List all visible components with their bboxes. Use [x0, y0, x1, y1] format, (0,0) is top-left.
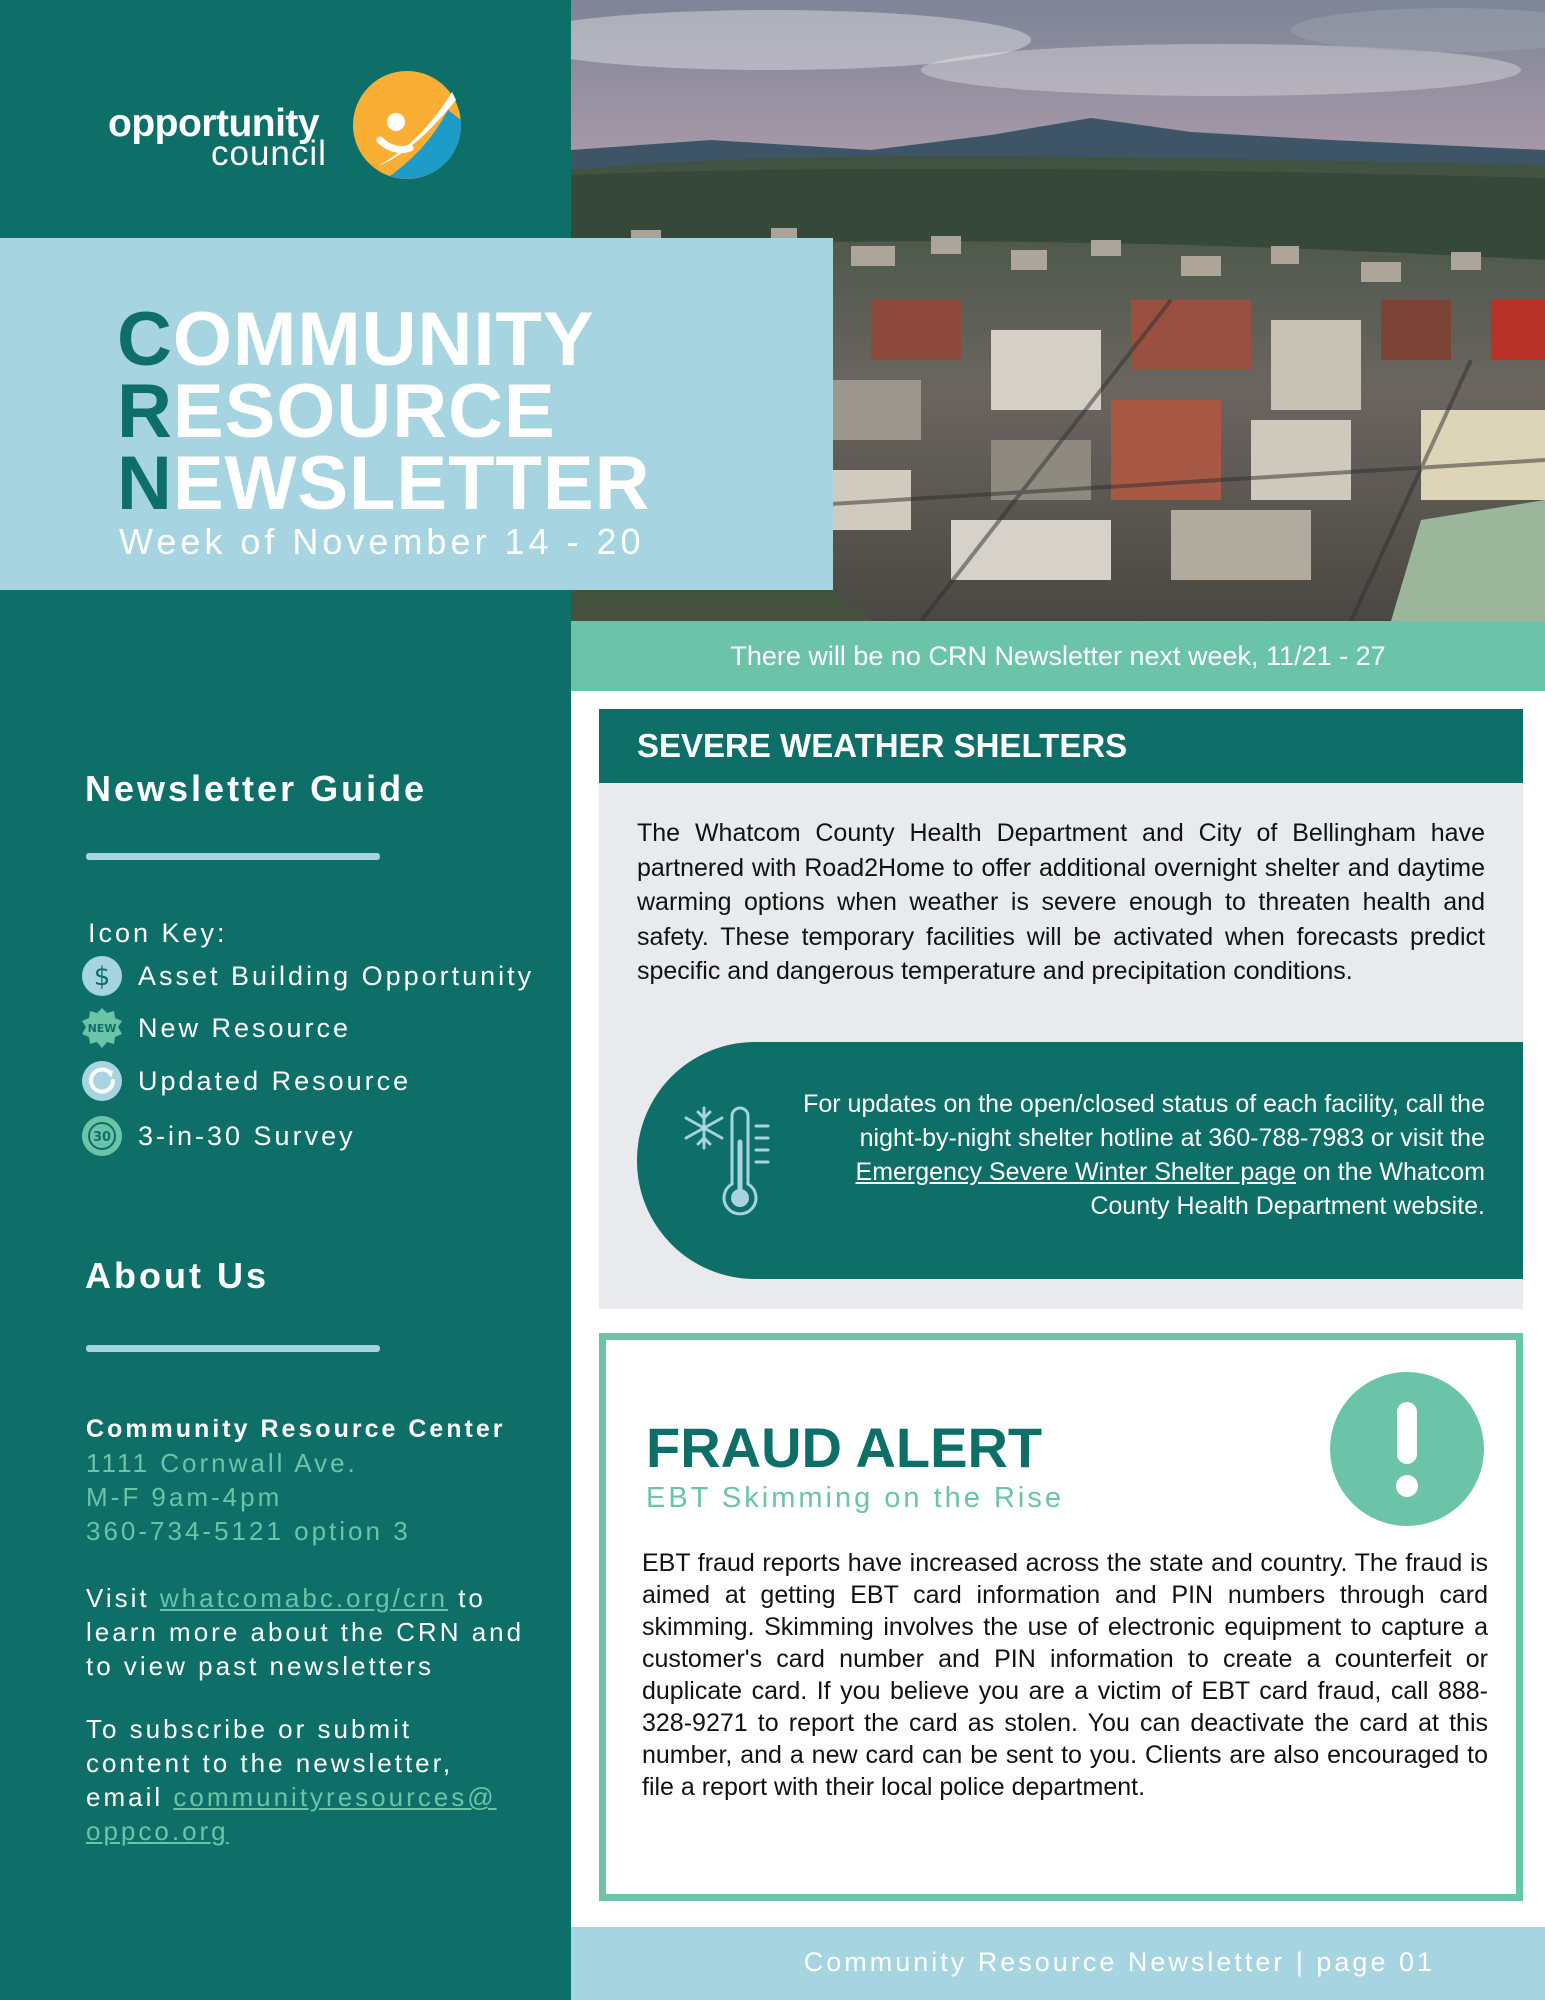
severe-weather-body: The Whatcom County Health Department and City of Bellingham have partnered with Road2Home to offer additional overnight shelter and daytime warming options when weather is severe enough to threaten health and safety. These temporary facilities will be activated when forecasts predict specific and dangerous temperature and precipitation conditions. — [637, 819, 1485, 985]
subscribe-email-link[interactable]: communityresources@ oppco.org — [86, 1782, 497, 1846]
footer-text: Community Resource Newsletter | page 01 — [803, 1947, 1435, 1977]
crc-address: 1111 Cornwall Ave. — [86, 1448, 358, 1478]
newsletter-title-block — [0, 238, 833, 590]
snowflake-thermometer-icon — [682, 1102, 782, 1222]
newsletter-guide-heading: Newsletter Guide — [85, 768, 428, 809]
guide-divider — [86, 853, 380, 860]
icon-key-label: Icon Key: — [88, 918, 228, 948]
about-divider — [86, 1345, 380, 1352]
opportunity-council-logo — [108, 70, 468, 180]
hotline-text: For updates on the open/closed status of each facility, call the night-by-night shelter hotline at 360-788-7983 or visit the Emergency Severe Winter Shelter page on the Whatcom County Health Department website. — [803, 1090, 1485, 1220]
icon-key-label-asset: Asset Building Opportunity — [138, 960, 535, 991]
title-line-newsletter: NEWSLETTER — [117, 441, 651, 526]
logo-word-opportunity: opportunity — [108, 102, 320, 145]
fraud-alert-body: EBT fraud reports have increased across the state and country. The fraud is aimed at getting EBT card information and PIN numbers through card skimming. Skimming involves the use of electronic equipment to capture a customer's card number and PIN information to create a counterfeit or duplicate card. If you believe you are a victim of EBT card fraud, call 888-328-9271 to report the card as stolen. You can deactivate the card at this number, and a new card can be sent to you. Clients are also encouraged to file a report with their local police department. — [642, 1549, 1488, 1801]
crc-phone: 360-734-5121 option 3 — [86, 1516, 411, 1546]
subscribe-block: To subscribe or submit content to the newsletter, email communityresources@ oppco.org — [86, 1714, 497, 1846]
exclamation-icon — [1330, 1372, 1484, 1526]
icon-key-label-new: New Resource — [138, 1012, 352, 1043]
no-newsletter-notice: There will be no CRN Newsletter next week, 11/21 - 27 — [571, 621, 1545, 691]
title-line-community: COMMUNITY — [117, 297, 595, 382]
fraud-alert-title: FRAUD ALERT — [646, 1416, 1043, 1479]
icon-key-label-survey: 3-in-30 Survey — [138, 1120, 356, 1151]
exclamation-bar — [1397, 1402, 1417, 1464]
svg-text:30: 30 — [92, 1130, 112, 1145]
icon-key-survey — [80, 1114, 356, 1158]
svg-text:$: $ — [93, 962, 111, 992]
logo-mark-icon — [352, 70, 462, 180]
week-dates: Week of November 14 - 20 — [119, 521, 645, 562]
crc-contact-block — [86, 1412, 526, 1548]
svg-text:NEW: NEW — [87, 1022, 117, 1035]
icon-key-asset-building — [80, 954, 534, 998]
exclamation-dot — [1396, 1475, 1418, 1497]
severe-weather-title: SEVERE WEATHER SHELTERS — [637, 727, 1128, 764]
refresh-icon — [80, 1059, 124, 1103]
crn-website-link[interactable]: whatcomabc.org/crn — [159, 1583, 448, 1613]
winter-shelter-page-link[interactable]: Emergency Severe Winter Shelter page — [855, 1158, 1297, 1186]
title-line-resource: RESOURCE — [117, 369, 556, 454]
visit-block: Visit whatcomabc.org/crn to learn more about the CRN and to view past newsletters — [86, 1583, 525, 1681]
severe-weather-header — [599, 709, 1523, 783]
page-footer — [571, 1927, 1545, 2000]
logo-word-council: council — [211, 134, 327, 173]
crc-hours: M-F 9am-4pm — [86, 1482, 283, 1512]
dollar-icon — [80, 954, 124, 998]
severe-weather-card — [599, 709, 1523, 1309]
shelter-hotline-callout — [637, 1042, 1523, 1279]
icon-key-new-resource — [80, 1006, 351, 1050]
crc-title: Community Resource Center — [86, 1415, 506, 1443]
about-us-heading: About Us — [85, 1255, 269, 1296]
fraud-alert-subtitle: EBT Skimming on the Rise — [646, 1482, 1064, 1514]
new-badge-icon — [80, 1006, 124, 1050]
icon-key-updated-resource — [80, 1059, 411, 1103]
survey-30-icon — [80, 1114, 124, 1158]
fraud-alert-card — [599, 1333, 1523, 1901]
icon-key-label-updated: Updated Resource — [138, 1065, 412, 1096]
